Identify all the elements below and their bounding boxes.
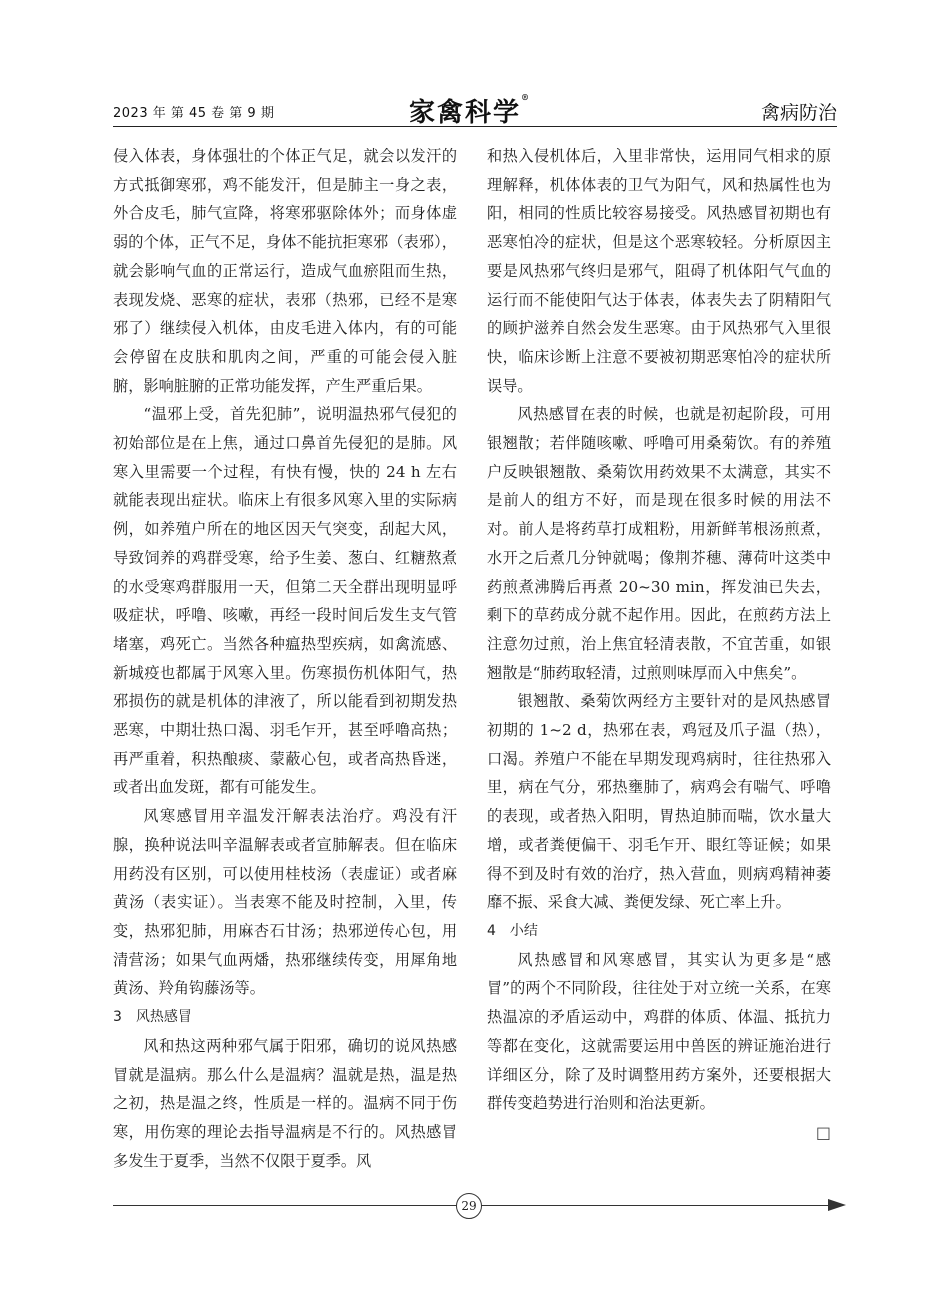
issue-info: 2023 年 第 45 卷 第 9 期: [113, 106, 275, 121]
section-heading-summary: 4 小结: [487, 922, 538, 939]
page-number: 29: [456, 1193, 482, 1219]
paragraph: 风热感冒和风寒感冒，其实认为更多是“感冒”的两个不同阶段，往往处于对立统一关系，在寒热温凉的矛盾运动中，鸡群的体质、体温、抵抗力等都在变化，这就需要运用中兽医的辨证施治进行详细区分，除了及时调整用药方案外，还要根据大群传变趋势进行治则和治法更新。: [487, 950, 831, 1113]
journal-title-text: 家禽科学: [409, 98, 522, 128]
arrow-right-icon: [828, 1199, 846, 1211]
section-heading-wind-heat: 3 风热感冒: [113, 1009, 192, 1026]
section-title: 禽病防治: [760, 102, 837, 124]
paragraph: 风寒感冒用辛温发汗解表法治疗。鸡没有汗腺，换种说法叫辛温解表或者宣肺解表。但在临床用药没有区别，可以使用桂枝汤（表虚证）或者麻黄汤（表实证）。当表寒不能及时控制，入里，传变，热邪犯肺，用麻杏石甘汤；热邪逆传心包，用清营汤；如果气血两燔，热邪继续传变，用犀角地黄汤、羚角钩藤汤等。: [113, 807, 457, 998]
paragraph: 风热感冒在表的时候，也就是初起阶段，可用银翘散；若伴随咳嗽、呼噜可用桑菊饮。有的养殖户反映银翘散、桑菊饮用药效果不太满意，其实不是前人的组方不好，而是现在很多时候的用法不对。前人是将药草打成粗粉，用新鲜苇根汤煎煮，水开之后煮几分钟就喝；像荆芥穗、薄荷叶这类中药煎煮沸腾后再煮 20~30 min，挥发油已失去，剩下的草药成分就不起作用。因此，在煎药方法上注意勿过煎，治上焦宜轻清表散，不宜苦重，如银翘散是“肺药取轻清，过煎则味厚而入中焦矣”。: [487, 405, 831, 682]
page-header: [113, 92, 837, 128]
left-column: [113, 142, 457, 1175]
header-rule: [113, 126, 837, 127]
paragraph: 风和热这两种邪气属于阳邪，确切的说风热感冒就是温病。那么什么是温病？温就是热，温是热之初，热是温之终，性质是一样的。温病不同于伤寒，用伤寒的理论去指导温病是不行的。风热感冒多发生于夏季，当然不仅限于夏季。风: [113, 1036, 457, 1170]
paragraph-continued: 侵入体表，身体强壮的个体正气足，就会以发汗的方式抵御寒邪，鸡不能发汗，但是肺主一身之表，外合皮毛，肺气宣降，将寒邪驱除体外；而身体虚弱的个体，正气不足，身体不能抗拒寒邪（表邪），就会影响气血的正常运行，造成气血瘀阻而生热，表现发烧、恶寒的症状，表邪（热邪，已经不是寒邪了）继续侵入机体，由皮毛进入体内，有的可能会停留在皮肤和肌肉之间，严重的可能会侵入脏腑，影响脏腑的正常功能发挥，产生严重后果。: [113, 147, 457, 395]
paragraph: 银翘散、桑菊饮两经方主要针对的是风热感冒初期的 1~2 d，热邪在表，鸡冠及爪子温（热），口渴。养殖户不能在早期发现鸡病时，往往热邪入里，病在气分，邪热壅肺了，病鸡会有喘气、呼噜的表现，或者热入阳明，胃热迫肺而喘，饮水量大增，或者粪便偏干、羽毛乍开、眼红等证候；如果得不到及时有效的治疗，热入营血，则病鸡精神萎靡不振、采食大减、粪便发绿、死亡率上升。: [487, 692, 831, 912]
paragraph-continued: 和热入侵机体后，入里非常快，运用同气相求的原理解释，机体体表的卫气为阳气，风和热属性也为阳，相同的性质比较容易接受。风热感冒初期也有恶寒怕冷的症状，但是这个恶寒较轻。分析原因主要是风热邪气终归是邪气，阻碍了机体阳气气血的运行而不能使阳气达于体表，体表失去了阴精阳气的顾护滋养自然会发生恶寒。由于风热邪气入里很快，临床诊断上注意不要被初期恶寒怕冷的症状所误导。: [487, 147, 831, 395]
paragraph: “温邪上受，首先犯肺”，说明温热邪气侵犯的初始部位是在上焦，通过口鼻首先侵犯的是肺。风寒入里需要一个过程，有快有慢，快的 24 h 左右就能表现出症状。临床上有很多风寒入里的实际病例，如养殖户所在的地区因天气突变，刮起大风，导致饲养的鸡群受寒，给予生姜、葱白、红糖熬煮的水受寒鸡群服用一天，但第二天全群出现明显呼吸症状，呼噜、咳嗽，再经一段时间后发生支气管堵塞，鸡死亡。当然各种瘟热型疾病，如禽流感、新城疫也都属于风寒入里。伤寒损伤机体阳气，热邪损伤的就是机体的津液了，所以能看到初期发热恶寒，中期壮热口渴、羽毛乍开，甚至呼噜高热；再严重着，积热酿痰、蒙蔽心包，或者高热昏迷，或者出血发斑，都有可能发生。: [113, 405, 457, 797]
registered-mark: ®: [521, 92, 532, 102]
journal-title: [409, 92, 531, 129]
right-column: [487, 142, 831, 1148]
end-of-article-mark: □: [815, 1122, 831, 1142]
